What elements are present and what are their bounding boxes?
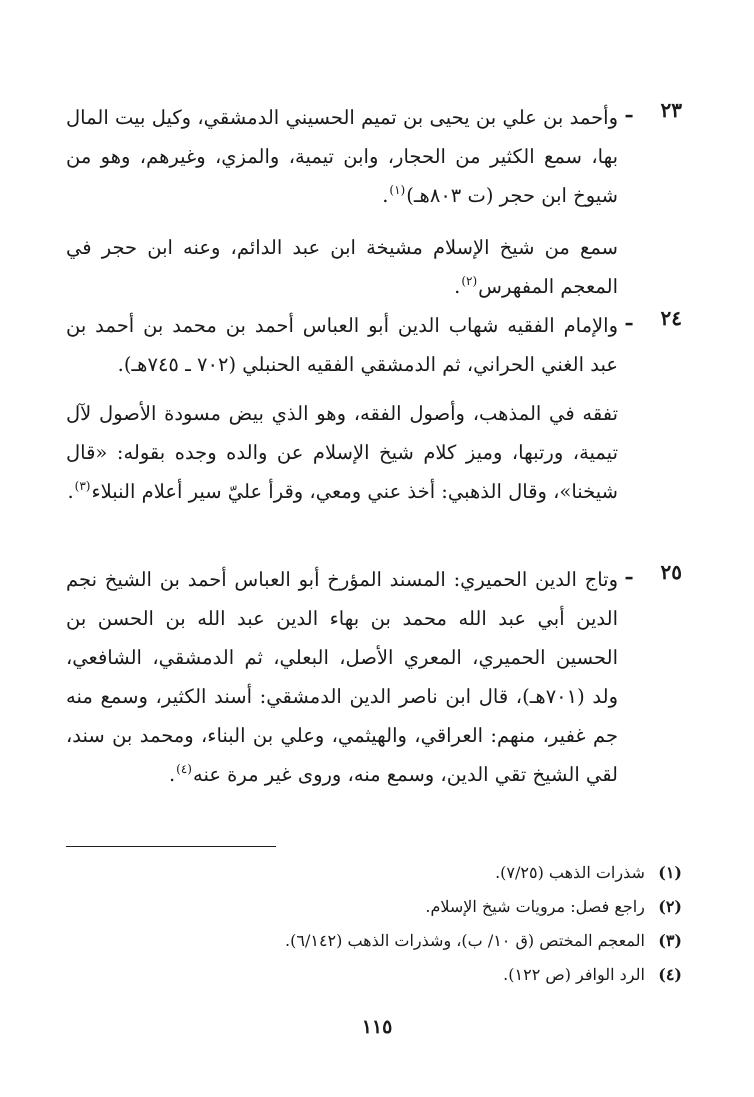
footnote-number: (٢): [658, 897, 682, 916]
note-text-end: .: [67, 480, 74, 503]
entry-dash: ـ: [626, 560, 632, 584]
note-text-end: .: [454, 275, 461, 298]
footnotes: [66, 856, 682, 992]
entry-body: [66, 98, 618, 215]
footnote-item: [66, 890, 682, 924]
note-text: سمع من شيخ الإسلام مشيخة ابن عبد الدائم، وعنه ابن حجر في المعجم المفهرس: [66, 236, 618, 298]
entry-text: وأحمد بن علي بن يحيى بن تميم الحسيني الدمشقي، وكيل بيت المال بها، سمع الكثير من الحجار، وابن تيمية، والمزي، وغيرهم، وهو من شيوخ ابن حجر (ت ٨٠٣هـ): [66, 106, 618, 207]
entry-text: والإمام الفقيه شهاب الدين أبو العباس أحمد بن محمد بن أحمد بن عبد الغني الحراني، ثم الدمشقي الفقيه الحنبلي (٧٠٢ ـ ٧٤٥هـ).: [66, 314, 618, 376]
footnote-number: (٤): [658, 965, 682, 984]
footnote-number: (١): [658, 863, 682, 882]
footnote-item: [66, 856, 682, 890]
entry-number: ٢٣: [660, 98, 682, 122]
entry-24-note: [66, 394, 618, 511]
entry-text-end: .: [168, 763, 176, 786]
footnote-ref[interactable]: (٤): [176, 762, 192, 776]
footnote-item: [66, 924, 682, 958]
entry-24: [66, 306, 682, 384]
footnote-number: (٣): [658, 931, 682, 950]
entry-body: [66, 306, 618, 384]
footnote-ref[interactable]: (٢): [461, 274, 478, 288]
entry-dash: ـ: [626, 98, 632, 122]
footnote-text: شذرات الذهب (٧/٢٥).: [495, 863, 645, 882]
entry-number: ٢٤: [660, 306, 682, 330]
footnote-text: المعجم المختص (ق ١٠/ ب)، وشذرات الذهب (٦/١٤٢).: [285, 931, 645, 950]
footnote-ref[interactable]: (١): [389, 183, 406, 197]
entry-number: ٢٥: [660, 560, 682, 584]
entry-23: [66, 98, 682, 215]
footnote-text: راجع فصل: مرويات شيخ الإسلام.: [425, 897, 645, 916]
footnote-item: [66, 958, 682, 992]
entry-text-end: .: [382, 184, 389, 207]
footnote-text: الرد الوافر (ص ١٢٢).: [503, 965, 645, 984]
entry-25: [66, 560, 682, 794]
entry-23-note: [66, 228, 618, 306]
page-number: ١١٥: [361, 1016, 393, 1038]
footnote-ref[interactable]: (٣): [74, 479, 91, 493]
entry-body: [66, 560, 618, 794]
entry-text: وتاج الدين الحميري: المسند المؤرخ أبو العباس أحمد بن الشيخ نجم الدين أبي عبد الله محمد بن بهاء الدين عبد الله بن الحسن بن الحسين الحميري، المعري الأصل، البعلي، ثم الدمشقي، الشافعي، ولد (٧٠١هـ)، قال ابن ناصر الدين الدمشقي: أسند الكثير، وسمع منه جم غفير، منهم: العراقي، والهيثمي، وعلي بن البناء، ومحمد بن سند، لقي الشيخ تقي الدين، وسمع منه، وروى غير مرة عنه: [66, 568, 618, 786]
footnote-divider: [66, 846, 276, 847]
entry-dash: ـ: [626, 306, 632, 330]
note-text: تفقه في المذهب، وأصول الفقه، وهو الذي بيض مسودة الأصول لآل تيمية، ورتبها، وميز كلام شيخ الإسلام عن والده وجده بقوله: «قال شيخنا»، وقال الذهبي: أخذ عني ومعي، وقرأ عليّ سير أعلام النبلاء: [66, 402, 618, 503]
